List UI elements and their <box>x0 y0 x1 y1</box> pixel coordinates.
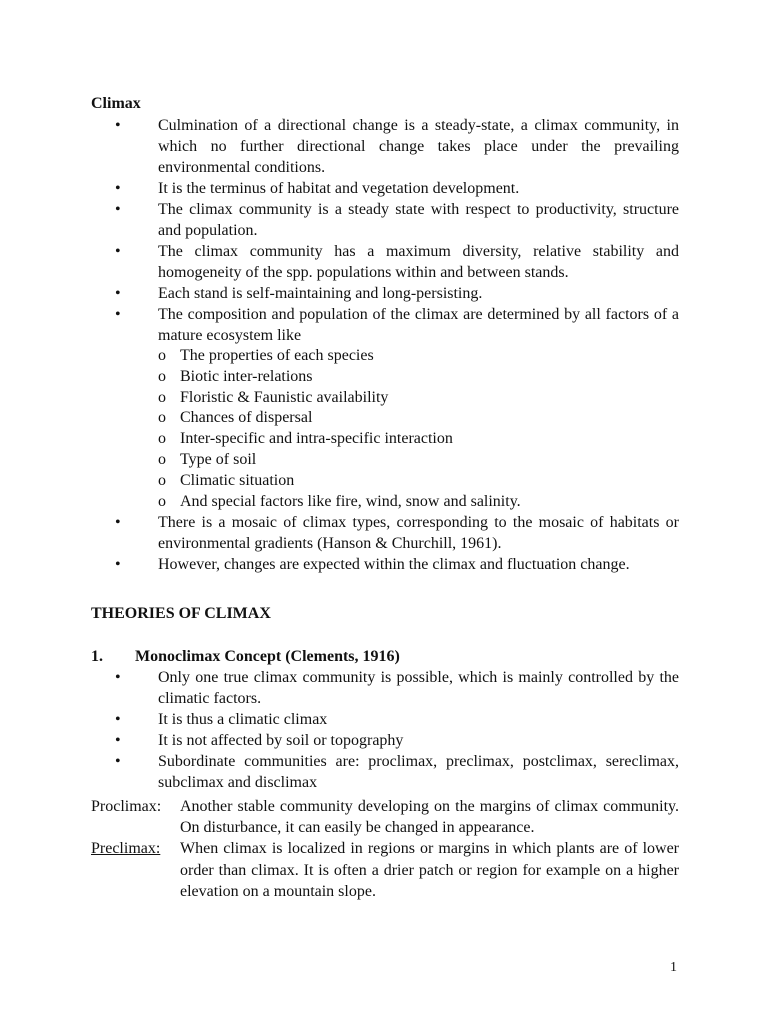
sub-item-text: The properties of each species <box>180 347 374 364</box>
bullet-text: Culmination of a directional change is a steady-state, a climax community, in which no further directional change takes place under the prevailing environmental conditions. <box>158 117 679 176</box>
definition-text: When climax is localized in regions or margins in which plants are of lower order than climax. It is often a drier patch or region for example on a higher elevation on a mountain slope. <box>180 840 679 900</box>
sub-item-text: Type of soil <box>180 450 257 468</box>
sub-list-item <box>158 429 679 450</box>
list-item <box>91 751 679 793</box>
bullet-text: The composition and population of the climax are determined by all factors of a mature ecosystem like <box>158 306 679 344</box>
bullet-text: Each stand is self-maintaining and long-persisting. <box>158 285 483 302</box>
bullet-text: Subordinate communities are: proclimax, preclimax, postclimax, sereclimax, subclimax and disclimax <box>158 753 679 791</box>
sub-item-text: Floristic & Faunistic availability <box>180 388 389 406</box>
bullet-text: It is not affected by soil or topography <box>158 732 404 749</box>
sub-list-item <box>158 450 679 471</box>
sub-item-text: Biotic inter-relations <box>180 367 313 385</box>
sub-bullet-marker: o <box>158 409 166 427</box>
monoclimax-bullet-list <box>91 667 679 793</box>
subsection-title: Monoclimax Concept (Clements, 1916) <box>135 648 400 665</box>
list-item <box>91 709 679 730</box>
climax-bullet-list <box>91 115 679 575</box>
definition-preclimax <box>91 838 679 902</box>
bullet-text: The climax community has a maximum diversity, relative stability and homogeneity of the spp. populations within and between stands. <box>158 243 679 281</box>
sub-bullet-marker: o <box>158 388 166 406</box>
bullet-marker: • <box>115 285 121 302</box>
bullet-marker: • <box>115 753 121 770</box>
bullet-text: The climax community is a steady state with respect to productivity, structure and population. <box>158 201 679 239</box>
sub-bullet-marker: o <box>158 450 166 468</box>
bullet-marker: • <box>115 243 121 260</box>
definition-proclimax <box>91 796 679 838</box>
list-item <box>91 178 679 199</box>
sub-item-text: Climatic situation <box>180 471 295 489</box>
bullet-marker: • <box>115 180 121 197</box>
sub-list-item <box>158 367 679 388</box>
factor-sub-list <box>158 346 679 512</box>
sub-list-item <box>158 346 679 367</box>
list-item <box>91 730 679 751</box>
list-item <box>91 304 679 512</box>
sub-item-text: Inter-specific and intra-specific interaction <box>180 430 453 448</box>
bullet-marker: • <box>115 201 121 218</box>
sub-bullet-marker: o <box>158 430 166 448</box>
list-item <box>91 554 679 575</box>
bullet-text: It is thus a climatic climax <box>158 711 328 728</box>
bullet-text: However, changes are expected within the climax and fluctuation change. <box>158 556 630 574</box>
list-item <box>91 241 679 283</box>
bullet-marker: • <box>115 556 121 574</box>
page-number: 1 <box>670 960 677 975</box>
sub-bullet-marker: o <box>158 492 166 510</box>
sub-item-text: And special factors like fire, wind, snow and salinity. <box>180 492 521 510</box>
bullet-marker: • <box>115 732 121 749</box>
definition-text: Another stable community developing on the margins of climax community. On disturbance, it can easily be changed in appearance. <box>180 798 679 837</box>
sub-bullet-marker: o <box>158 471 166 489</box>
sub-list-item <box>158 408 679 429</box>
bullet-text: It is the terminus of habitat and vegetation development. <box>158 180 520 197</box>
sub-item-text: Chances of dispersal <box>180 409 313 427</box>
sub-list-item <box>158 388 679 409</box>
list-item <box>91 199 679 241</box>
bullet-marker: • <box>115 669 121 686</box>
bullet-text: There is a mosaic of climax types, corresponding to the mosaic of habitats or environmental gradients (Hanson & Churchill, 1961). <box>158 514 679 553</box>
sub-list-item <box>158 492 679 513</box>
section-heading-climax: Climax <box>91 95 141 112</box>
list-item <box>91 283 679 304</box>
list-item <box>91 512 679 554</box>
bullet-marker: • <box>115 117 121 134</box>
bullet-text: Only one true climax community is possible, which is mainly controlled by the climatic factors. <box>158 669 679 707</box>
definition-term: Preclimax: <box>91 840 161 858</box>
section-heading-theories: THEORIES OF CLIMAX <box>91 605 271 622</box>
bullet-marker: • <box>115 514 121 532</box>
bullet-marker: • <box>115 711 121 728</box>
list-item <box>91 667 679 709</box>
sub-list-item <box>158 471 679 492</box>
definitions-block <box>91 796 679 902</box>
list-item <box>91 115 679 178</box>
sub-bullet-marker: o <box>158 367 166 385</box>
sub-bullet-marker: o <box>158 347 166 364</box>
definition-term: Proclimax: <box>91 798 162 815</box>
bullet-marker: • <box>115 306 121 323</box>
subsection-number: 1. <box>91 648 103 665</box>
